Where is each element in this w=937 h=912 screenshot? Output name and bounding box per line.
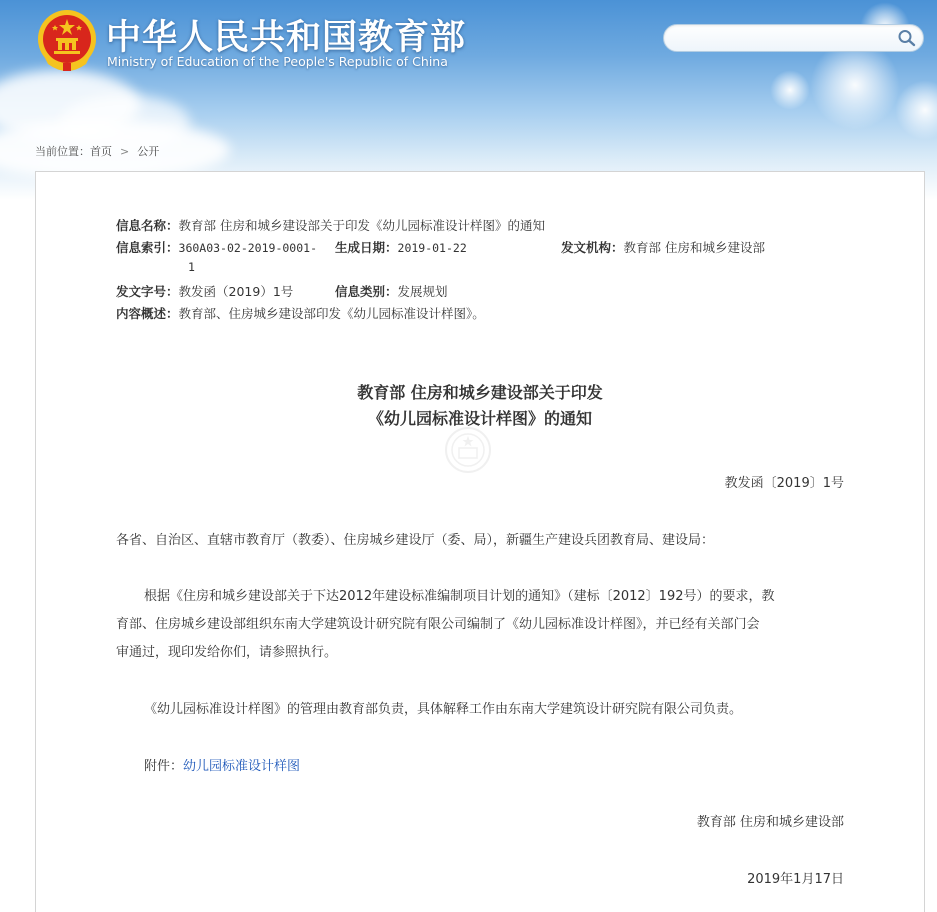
dandelion-decoration bbox=[895, 80, 937, 140]
paragraph-line: 根据《住房和城乡建设部关于下达2012年建设标准编制项目计划的通知》（建标〔2012〕192号）的要求，教 bbox=[144, 589, 775, 604]
meta-value: 教育部 住房和城乡建设部 bbox=[623, 240, 765, 255]
meta-value: 教育部 住房和城乡建设部关于印发《幼儿园标准设计样图》的通知 bbox=[178, 218, 545, 233]
attachment-label: 附件： bbox=[144, 759, 184, 774]
meta-value: 360A03-02-2019-0001- bbox=[178, 241, 317, 255]
meta-value-continued: 1 bbox=[188, 260, 195, 274]
meta-label: 信息名称： bbox=[116, 218, 179, 233]
site-title-chinese[interactable]: 中华人民共和国教育部 bbox=[106, 18, 467, 58]
document-attachment bbox=[116, 753, 844, 781]
meta-label: 生成日期： bbox=[335, 240, 398, 255]
meta-value: 教发函（2019）1号 bbox=[178, 284, 294, 299]
dandelion-decoration bbox=[810, 40, 900, 130]
breadcrumb-home-link[interactable]: 首页 bbox=[90, 145, 112, 158]
meta-label: 发文机构： bbox=[561, 240, 624, 255]
meta-label: 信息索引： bbox=[116, 240, 179, 255]
site-title-english[interactable]: Ministry of Education of the People's Republic of China bbox=[107, 54, 448, 69]
dandelion-decoration bbox=[770, 70, 810, 110]
paragraph-line: 育部、住房城乡建设部组织东南大学建筑设计研究院有限公司编制了《幼儿园标准设计样图》，并已经有关部门会 bbox=[116, 617, 760, 632]
site-header bbox=[0, 0, 937, 200]
content-panel bbox=[35, 171, 925, 912]
meta-label: 内容概述： bbox=[116, 306, 179, 321]
document-addressee: 各省、自治区、直辖市教育厅（教委）、住房城乡建设厅（委、局），新疆生产建设兵团教育局、建设局： bbox=[116, 533, 715, 548]
search-input[interactable] bbox=[674, 28, 893, 50]
breadcrumb bbox=[35, 143, 159, 159]
meta-row-index bbox=[116, 238, 317, 256]
breadcrumb-prefix: 当前位置： bbox=[35, 145, 90, 158]
meta-row-docno bbox=[116, 282, 293, 300]
meta-row-summary bbox=[116, 304, 485, 322]
meta-value: 2019-01-22 bbox=[397, 241, 467, 255]
meta-row-date bbox=[335, 238, 467, 256]
document-title bbox=[36, 380, 924, 432]
document-paragraph bbox=[116, 583, 844, 667]
document-signature: 教育部 住房和城乡建设部 bbox=[696, 815, 844, 830]
paragraph-line: 审通过，现印发给你们，请参照执行。 bbox=[116, 645, 338, 660]
document-date: 2019年1月17日 bbox=[747, 872, 844, 887]
document-number: 教发函〔2019〕1号 bbox=[724, 476, 844, 491]
search-box bbox=[663, 24, 924, 52]
watermark-emblem-icon bbox=[444, 426, 492, 474]
meta-value: 教育部、住房城乡建设部印发《幼儿园标准设计样图》。 bbox=[178, 306, 485, 321]
document-title-line: 教育部 住房和城乡建设部关于印发 bbox=[357, 383, 603, 402]
meta-value: 发展规划 bbox=[397, 284, 448, 299]
meta-row-org bbox=[561, 238, 765, 256]
breadcrumb-separator: > bbox=[120, 145, 130, 158]
document-title-line: 《幼儿园标准设计样图》的通知 bbox=[367, 409, 592, 428]
national-emblem-icon[interactable] bbox=[36, 8, 98, 72]
attachment-link[interactable]: 幼儿园标准设计样图 bbox=[183, 759, 301, 774]
search-icon[interactable] bbox=[896, 28, 918, 48]
meta-row-name bbox=[116, 216, 545, 234]
breadcrumb-public-link[interactable]: 公开 bbox=[137, 145, 160, 158]
meta-label: 信息类别： bbox=[335, 284, 398, 299]
document-paragraph: 《幼儿园标准设计样图》的管理由教育部负责，具体解释工作由东南大学建筑设计研究院有限公司负责。 bbox=[144, 702, 743, 717]
meta-label: 发文字号： bbox=[116, 284, 179, 299]
meta-row-category bbox=[335, 282, 448, 300]
